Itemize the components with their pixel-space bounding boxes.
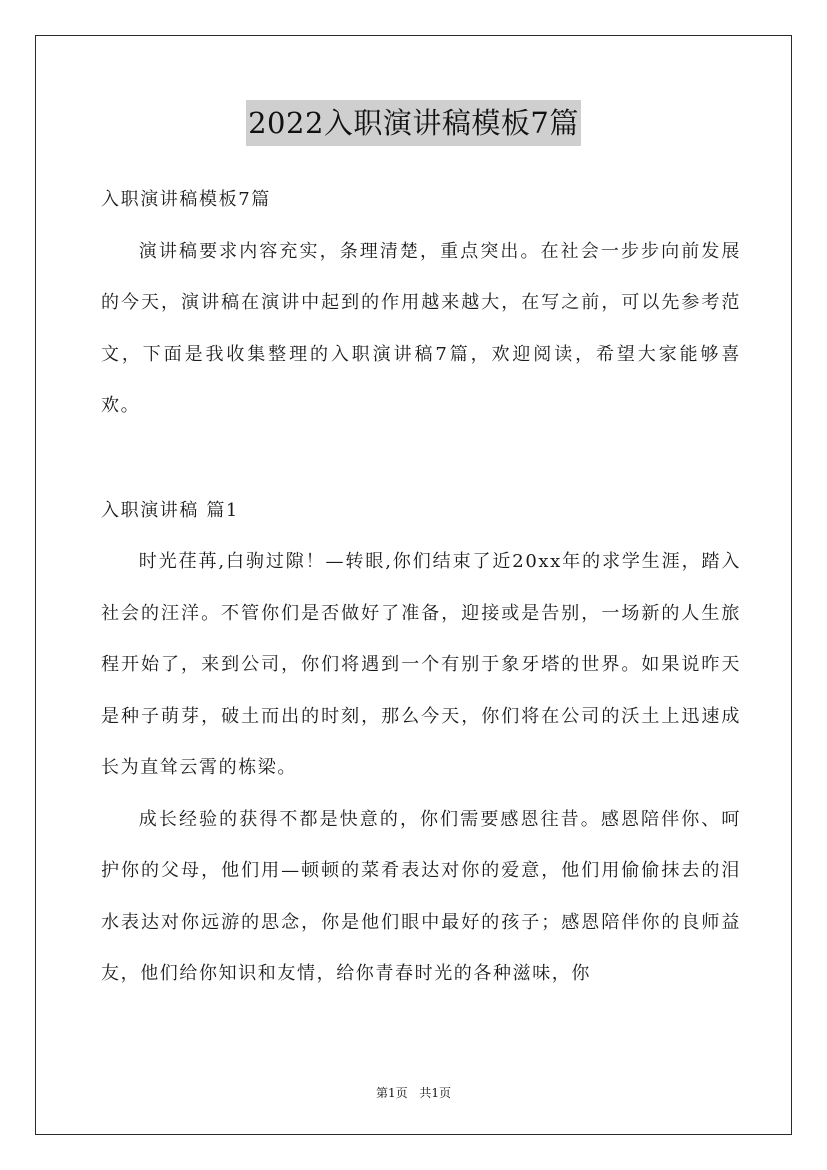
body-paragraph: 时光荏苒,白驹过隙！—转眼,你们结束了近20xx年的求学生涯，踏入社会的汪洋。不管你们是否做好了准备，迎接或是告别，一场新的人生旅程开始了，来到公司，你们将遇到一个有别于象牙塔的世界。如果说昨天是种子萌芽，破土而出的时刻，那么今天，你们将在公司的沃土上迅速成长为直耸云霄的栋梁。 <box>101 551 741 778</box>
document-subtitle: 入职演讲稿模板7篇 <box>101 189 271 210</box>
body-paragraph: 成长经验的获得不都是快意的，你们需要感恩往昔。感恩陪伴你、呵护你的父母，他们用—顿顿的菜肴表达对你的爱意，他们用偷偷抹去的泪水表达对你远游的思念，你是他们眼中最好的孩子；感恩陪伴你的良师益友，他们给你知识和友情，给你青春时光的各种滋味，你 <box>101 808 741 984</box>
page-footer <box>0 1085 827 1101</box>
document-body <box>101 174 741 1000</box>
intro-paragraph: 演讲稿要求内容充实，条理清楚，重点突出。在社会一步步向前发展的今天，演讲稿在演讲中起到的作用越来越大，在写之前，可以先参考范文，下面是我收集整理的入职演讲稿7篇，欢迎阅读，希望大家能够喜欢。 <box>101 240 741 416</box>
section-heading: 入职演讲稿 篇1 <box>101 499 239 521</box>
page-number: 第1页 <box>375 1086 408 1100</box>
document-title: 2022入职演讲稿模板7篇 <box>246 100 581 146</box>
title-container <box>0 100 827 146</box>
page-total: 共1页 <box>419 1086 452 1100</box>
